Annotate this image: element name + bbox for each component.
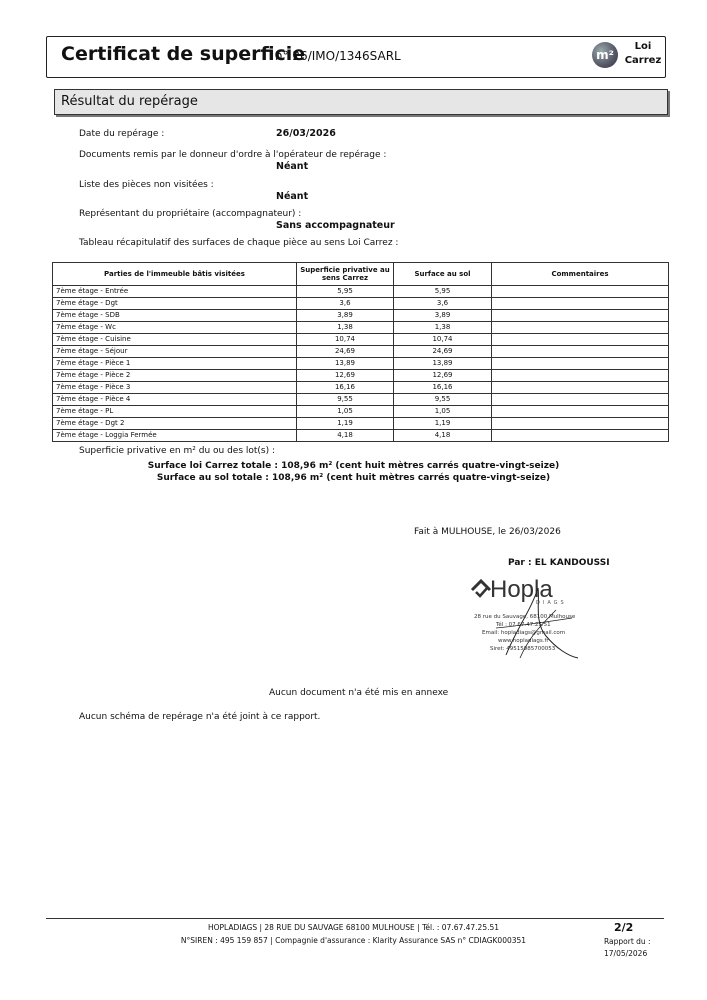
row-comment bbox=[492, 370, 669, 382]
date-value: 26/03/2026 bbox=[276, 128, 336, 139]
table-row bbox=[53, 418, 669, 430]
footer-siren-line: N°SIREN : 495 159 857 | Compagnie d'assurance : Klarity Assurance SAS n° CDIAGK000351 bbox=[180, 936, 527, 945]
row-carrez: 1,19 bbox=[297, 418, 394, 430]
row-sol: 4,18 bbox=[394, 430, 492, 442]
row-part: 7ème étage - Pièce 2 bbox=[53, 370, 297, 382]
table-row bbox=[53, 406, 669, 418]
row-part: 7ème étage - Pièce 1 bbox=[53, 358, 297, 370]
certificate-header bbox=[46, 36, 666, 78]
row-comment bbox=[492, 406, 669, 418]
rooms-not-visited-label: Liste des pièces non visitées : bbox=[79, 180, 214, 190]
row-comment bbox=[492, 322, 669, 334]
documents-value: Néant bbox=[276, 161, 309, 172]
row-sol: 16,16 bbox=[394, 382, 492, 394]
row-part: 7ème étage - Wc bbox=[53, 322, 297, 334]
representative-value: Sans accompagnateur bbox=[276, 220, 395, 231]
annex-note: Aucun document n'a été mis en annexe bbox=[269, 688, 449, 698]
report-date: 17/05/2026 bbox=[604, 949, 648, 958]
totals-intro: Superficie privative en m² du ou des lot(s) : bbox=[79, 446, 276, 456]
page-number: 2/2 bbox=[614, 921, 634, 934]
footer-divider bbox=[46, 918, 664, 919]
column-header-comments: Commentaires bbox=[492, 263, 669, 286]
surface-summary-table bbox=[52, 262, 669, 442]
row-comment bbox=[492, 346, 669, 358]
row-carrez: 9,55 bbox=[297, 394, 394, 406]
row-part: 7ème étage - Cuisine bbox=[53, 334, 297, 346]
row-carrez: 4,18 bbox=[297, 430, 394, 442]
section-title: Résultat du repérage bbox=[61, 94, 198, 109]
row-part: 7ème étage - Pièce 4 bbox=[53, 394, 297, 406]
row-carrez: 5,95 bbox=[297, 286, 394, 298]
row-comment bbox=[492, 334, 669, 346]
stamp-email: Email: hopladiags@gmail.com bbox=[482, 630, 566, 636]
row-part: 7ème étage - Dgt bbox=[53, 298, 297, 310]
row-sol: 3,6 bbox=[394, 298, 492, 310]
row-sol: 9,55 bbox=[394, 394, 492, 406]
row-carrez: 16,16 bbox=[297, 382, 394, 394]
column-header-sol: Surface au sol bbox=[394, 263, 492, 286]
stamp-tel: Tél : 07.67.47.25.51 bbox=[496, 622, 551, 628]
date-label: Date du repérage : bbox=[79, 129, 165, 139]
sol-total: Surface au sol totale : 108,96 m² (cent huit mètres carrés quatre-vingt-seize) bbox=[156, 473, 551, 483]
footer-company-line: HOPLADIAGS | 28 RUE DU SAUVAGE 68100 MULHOUSE | Tél. : 07.67.47.25.51 bbox=[207, 923, 500, 932]
carrez-total: Surface loi Carrez totale : 108,96 m² (cent huit mètres carrés quatre-vingt-seize) bbox=[147, 461, 560, 471]
document-title: Certificat de superficie bbox=[61, 43, 306, 65]
company-stamp bbox=[466, 576, 596, 676]
rooms-not-visited-value: Néant bbox=[276, 191, 309, 202]
row-comment bbox=[492, 286, 669, 298]
table-row bbox=[53, 286, 669, 298]
row-part: 7ème étage - Entrée bbox=[53, 286, 297, 298]
table-row bbox=[53, 322, 669, 334]
table-row bbox=[53, 346, 669, 358]
row-comment bbox=[492, 310, 669, 322]
table-row bbox=[53, 334, 669, 346]
row-sol: 1,38 bbox=[394, 322, 492, 334]
loi-label-line1: Loi bbox=[634, 41, 652, 52]
row-part: 7ème étage - Séjour bbox=[53, 346, 297, 358]
table-row bbox=[53, 358, 669, 370]
row-comment bbox=[492, 418, 669, 430]
row-part: 7ème étage - Dgt 2 bbox=[53, 418, 297, 430]
row-sol: 13,89 bbox=[394, 358, 492, 370]
column-header-carrez: Superficie privative au sens Carrez bbox=[297, 263, 394, 286]
row-comment bbox=[492, 382, 669, 394]
signed-by: Par : EL KANDOUSSI bbox=[508, 558, 610, 568]
loi-carrez-label bbox=[623, 40, 663, 68]
row-sol: 3,89 bbox=[394, 310, 492, 322]
row-carrez: 1,05 bbox=[297, 406, 394, 418]
row-sol: 12,69 bbox=[394, 370, 492, 382]
certificate-number: n° 26/IMO/1346SARL bbox=[275, 49, 401, 63]
row-carrez: 3,6 bbox=[297, 298, 394, 310]
row-sol: 1,19 bbox=[394, 418, 492, 430]
row-comment bbox=[492, 394, 669, 406]
row-sol: 1,05 bbox=[394, 406, 492, 418]
done-at: Fait à MULHOUSE, le 26/03/2026 bbox=[414, 527, 561, 537]
row-part: 7ème étage - SDB bbox=[53, 310, 297, 322]
representative-label: Représentant du propriétaire (accompagnateur) : bbox=[79, 209, 302, 219]
table-header-row bbox=[53, 263, 669, 286]
row-carrez: 24,69 bbox=[297, 346, 394, 358]
stamp-web: www.hopladiags.fr bbox=[498, 638, 549, 644]
loi-label-line2: Carrez bbox=[624, 55, 662, 66]
row-carrez: 12,69 bbox=[297, 370, 394, 382]
row-sol: 10,74 bbox=[394, 334, 492, 346]
handwritten-signature bbox=[476, 570, 586, 670]
row-part: 7ème étage - Loggia Fermée bbox=[53, 430, 297, 442]
table-row bbox=[53, 310, 669, 322]
row-comment bbox=[492, 298, 669, 310]
row-carrez: 10,74 bbox=[297, 334, 394, 346]
row-sol: 24,69 bbox=[394, 346, 492, 358]
table-intro: Tableau récapitulatif des surfaces de chaque pièce au sens Loi Carrez : bbox=[79, 238, 399, 248]
hopla-logo-text: Hopla bbox=[490, 576, 553, 603]
stamp-address: 28 rue du Sauvage, 68100 Mulhouse bbox=[474, 614, 576, 620]
report-date-label: Rapport du : bbox=[604, 937, 651, 946]
m2-logo-icon: m² bbox=[592, 42, 618, 68]
documents-label: Documents remis par le donneur d'ordre à l'opérateur de repérage : bbox=[79, 150, 387, 160]
table-row bbox=[53, 370, 669, 382]
row-part: 7ème étage - PL bbox=[53, 406, 297, 418]
section-header bbox=[54, 89, 668, 115]
table-row bbox=[53, 382, 669, 394]
row-carrez: 1,38 bbox=[297, 322, 394, 334]
table-row bbox=[53, 298, 669, 310]
stamp-siret: Siret: 49515985700053 bbox=[490, 646, 556, 652]
row-carrez: 13,89 bbox=[297, 358, 394, 370]
diags-text: DIAGS bbox=[536, 600, 567, 606]
column-header-part: Parties de l'immeuble bâtis visitées bbox=[53, 263, 297, 286]
row-comment bbox=[492, 358, 669, 370]
table-row bbox=[53, 394, 669, 406]
row-part: 7ème étage - Pièce 3 bbox=[53, 382, 297, 394]
row-carrez: 3,89 bbox=[297, 310, 394, 322]
row-comment bbox=[492, 430, 669, 442]
row-sol: 5,95 bbox=[394, 286, 492, 298]
table-row bbox=[53, 430, 669, 442]
scheme-note: Aucun schéma de repérage n'a été joint à ce rapport. bbox=[79, 712, 321, 722]
